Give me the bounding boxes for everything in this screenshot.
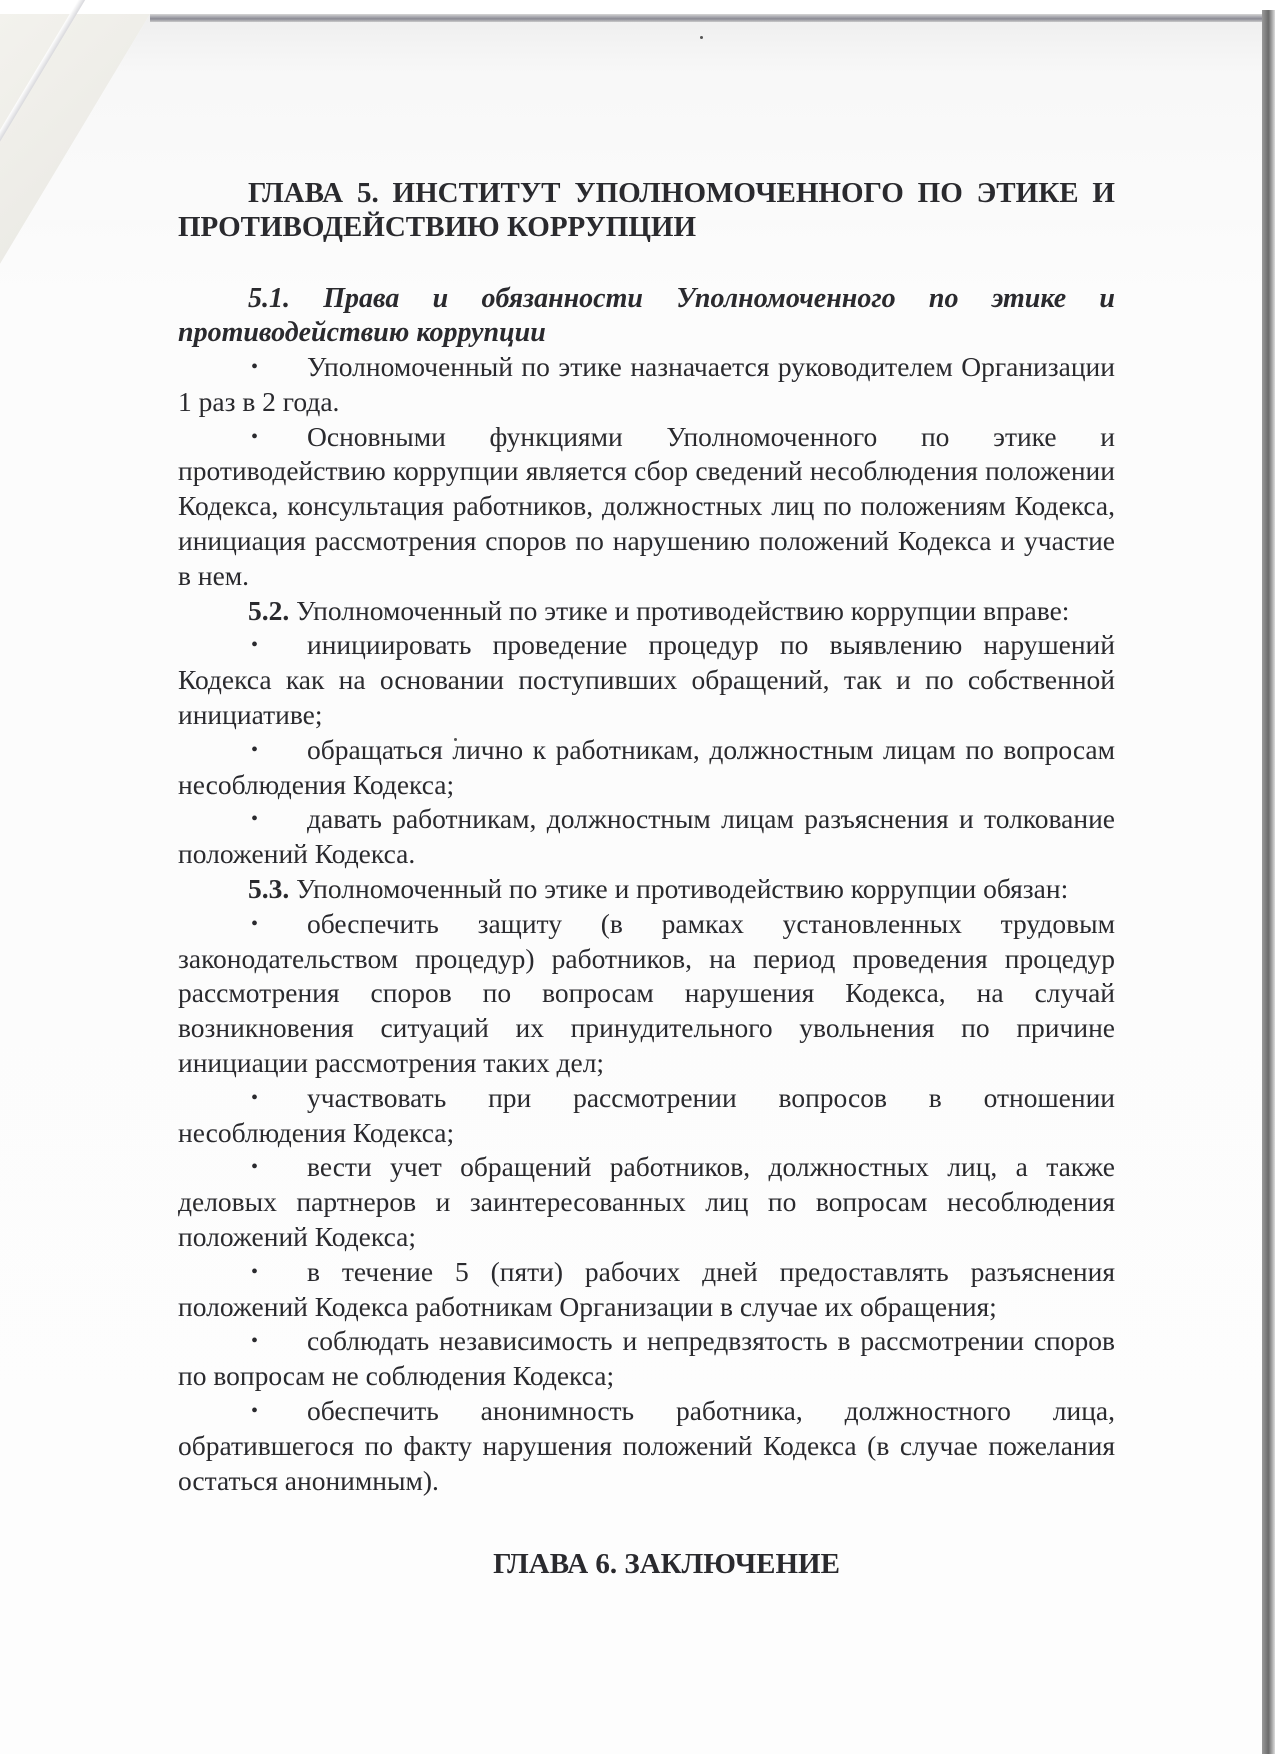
bullet-icon: • [251,738,259,761]
list-item-text: участвовать при рассмотрении вопросов в отношении несоблюдения Кодекса; [178,1081,1115,1148]
list-item [178,628,1115,732]
chapter-6-title: ГЛАВА 6. ЗАКЛЮЧЕНИЕ [493,1548,840,1581]
list-item-text: соблюдать независимость и непредвзятость в рассмотрении споров по вопросам не соблюдения Кодекса; [178,1325,1115,1392]
bullet-icon: • [251,356,259,378]
scan-speck [700,36,703,39]
list-item [178,1394,1115,1498]
list-item-text: в течение 5 (пяти) рабочих дней предоставлять разъяснения положений Кодекса работникам Организации в случае их обращения; [178,1255,1115,1322]
document-body [178,176,1115,1582]
list-item [178,733,1115,803]
list-item-text: Основными функциями Уполномоченного по этике и противодействию коррупции является сбор сведений несоблюдения положении Кодекса, консультация работников, должностных лиц по положениям Кодекса, инициация рассмотрения споров по нарушению положений Кодекса и участие в нем. [178,420,1115,591]
list-item [178,1150,1115,1254]
bullet-icon: • [251,1156,259,1179]
list-item-text: обеспечить анонимность работника, должностного лица, обратившегося по факту нарушения положений Кодекса (в случае пожелания остаться анонимным). [178,1394,1115,1496]
section-number: 5.1. [248,283,290,314]
page-top-edge [150,14,1262,22]
bullet-icon: • [251,1260,259,1283]
bullet-icon: • [251,634,259,657]
list-item-text: давать работникам, должностным лицам разъяснения и толкование положений Кодекса. [178,803,1115,870]
section-5-3-intro [178,872,1115,907]
scanner-edge [1262,10,1275,1754]
list-item [178,1255,1115,1325]
list-item [178,802,1115,872]
section-5-1-title [178,282,1115,350]
chapter-5-title: ГЛАВА 5. ИНСТИТУТ УПОЛНОМОЧЕННОГО ПО ЭТИКЕ И ПРОТИВОДЕЙСТВИЮ КОРРУПЦИИ [178,177,1115,243]
clause-text: Уполномоченный по этике и противодействию коррупции вправе: [296,594,1070,626]
list-item-text: обращаться лично к работникам, должностным лицам по вопросам несоблюдения Кодекса; [178,733,1115,800]
list-item [178,350,1115,420]
list-item-text: инициировать проведение процедур по выявлению нарушений Кодекса как на основании поступивших обращений, так и по собственной инициативе; [178,629,1115,730]
section-number: 5.2. [248,594,290,626]
list-item [178,1324,1115,1394]
list-item [178,907,1115,1081]
list-item-text: обеспечить защиту (в рамках установленных трудовым законодательством процедур) работников, на период проведения процедур рассмотрения споров по вопросам нарушения Кодекса, на случай возникновения ситуаций их принудительного увольнения по причине инициации рассмотрения таких дел; [178,907,1115,1078]
bullet-icon: • [251,1086,259,1109]
list-item-text: вести учет обращений работников, должностных лиц, а также деловых партнеров и заинтересованных лиц по вопросам несоблюдения положений Кодекса; [178,1151,1115,1252]
section-number: 5.3. [248,872,290,904]
clause-text: Уполномоченный по этике и противодействию коррупции обязан: [296,872,1069,904]
section-title-text: Права и обязанности Уполномоченного по этике и противодействию коррупции [178,283,1115,348]
list-item [178,1081,1115,1151]
bullet-icon: • [251,808,259,831]
bullet-icon: • [251,1330,259,1353]
section-5-2-intro [178,594,1115,629]
bullet-icon: • [251,425,259,448]
list-item [178,420,1115,594]
list-item-text: Уполномоченный по этике назначается руководителем Организации 1 раз в 2 года. [178,351,1115,417]
bullet-icon: • [251,912,259,935]
bullet-icon: • [251,1399,259,1422]
